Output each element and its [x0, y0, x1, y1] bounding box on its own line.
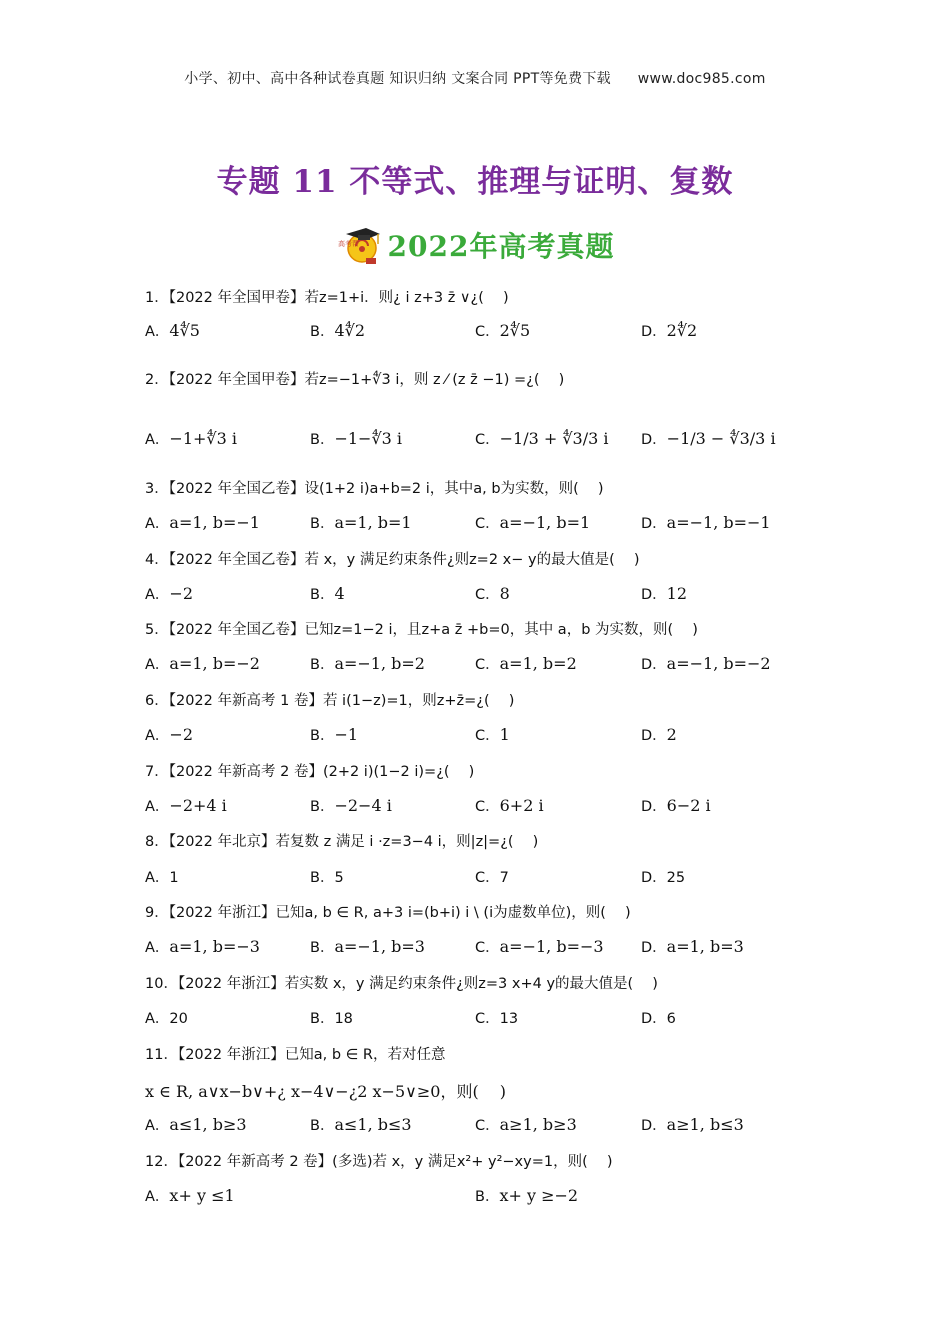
page-title: 专题 11 不等式、推理与证明、复数 [216, 164, 734, 200]
question-3: 3．【2022 年全国乙卷】设(1+2 i)a+b=2 i，其中a, b为实数，则( ) [145, 481, 604, 497]
question-12: 12．【2022 年新高考 2 卷】(多选)若 x，y 满足x²+ y²−xy=1，则( ) [145, 1154, 613, 1170]
question-7: 7．【2022 年新高考 2 卷】(2+2 i)(1−2 i)=¿( ) [145, 764, 475, 780]
page-header [0, 68, 950, 88]
question-6: 6．【2022 年新高考 1 卷】若 i(1−z)=1，则z+z̄=¿( ) [145, 693, 515, 709]
section-subtitle: 2022年高考真题 [387, 230, 615, 263]
question-9: 9．【2022 年浙江】已知a, b ∈ R, a+3 i=(b+i) i \ (i为虚数单位)，则( ) [145, 905, 631, 921]
question-11-continued: x ∈ R, a∨x−b∨+¿ x−4∨−¿2 x−5∨≥0，则( ) [145, 1082, 507, 1101]
question-1: 1．【2022 年全国甲卷】若z=1+i．则¿ i z+3 z̄ ∨¿( ) [145, 290, 509, 306]
question-10: 10．【2022 年浙江】若实数 x，y 满足约束条件¿则z=3 x+4 y的最大值是( ) [145, 976, 658, 992]
question-2: 2．【2022 年全国甲卷】若z=−1+∜3 i，则 z ⁄ (z z̄ −1) =¿( ) [145, 372, 565, 388]
question-4: 4．【2022 年全国乙卷】若 x，y 满足约束条件¿则z=2 x− y的最大值是( ) [145, 552, 640, 568]
question-11: 11．【2022 年浙江】已知a, b ∈ R，若对任意 [145, 1047, 446, 1063]
svg-text:高考帮: 高考帮 [337, 240, 359, 248]
subtitle-banner [0, 222, 950, 268]
graduation-mascot-icon [336, 222, 384, 268]
header-text: 小学、初中、高中各种试卷真题 知识归纳 文案合同 PPT等免费下载 [184, 71, 611, 87]
question-8: 8．【2022 年北京】若复数 z 满足 i ·z=3−4 i，则|z|=¿( ) [145, 834, 539, 850]
question-5: 5．【2022 年全国乙卷】已知z=1−2 i，且z+a z̄ +b=0，其中 a，b 为实数，则( ) [145, 622, 698, 638]
header-site[interactable]: www.doc985.com [637, 71, 766, 87]
